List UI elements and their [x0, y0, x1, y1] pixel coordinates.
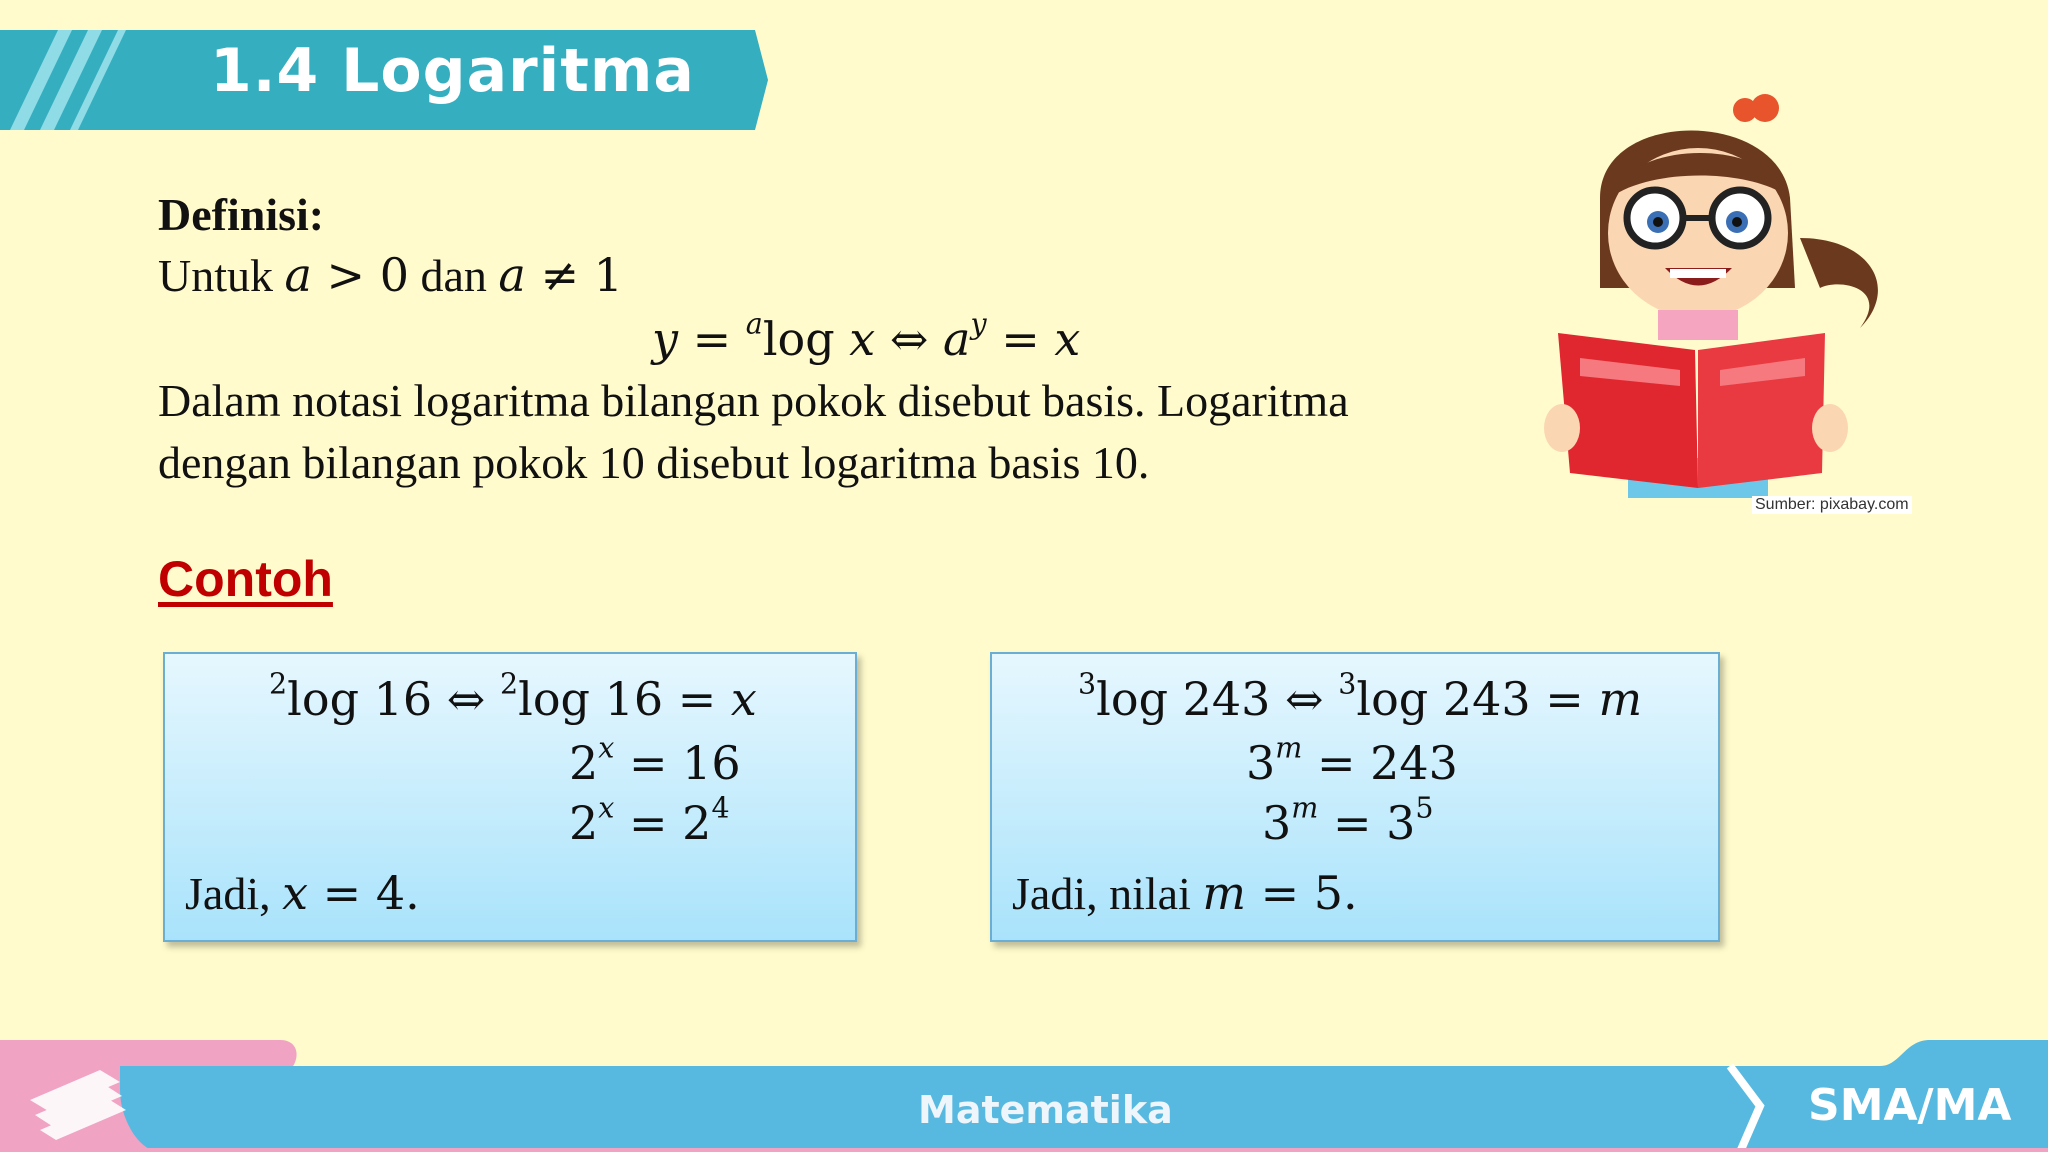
- example-2-conclusion: Jadi, nilai m = 5.: [1012, 866, 1358, 920]
- girl-reading-illustration: [1540, 88, 1920, 528]
- example-box-2: [990, 652, 1720, 942]
- definition-condition: Untuk a > 0 dan a ≠ 1: [158, 248, 623, 302]
- footer-subject: Matematika: [918, 1088, 1173, 1132]
- example-2-line-1: $^3$log 243 ⇔ $^3$log 243 = m: [1078, 667, 1643, 726]
- example-1-conclusion: Jadi, x = 4.: [185, 866, 420, 920]
- definition-formula: y = $^a$log x ⇔ $a^y = x$: [652, 307, 1081, 366]
- definition-note-line-1: Dalam notasi logaritma bilangan pokok disebut basis. Logaritma: [158, 375, 1349, 426]
- definition-note-line-2: dengan bilangan pokok 10 disebut logaritma basis 10.: [158, 437, 1150, 488]
- example-2-line-2: $3^m = 243$: [1246, 731, 1458, 790]
- page-title: 1.4 Logaritma: [210, 36, 695, 106]
- examples-label: Contoh: [158, 551, 333, 607]
- example-box-1: [163, 652, 857, 942]
- example-1-line-3: $2^x = 2^4$: [569, 791, 730, 850]
- example-1-line-2: $2^x = 16$: [569, 731, 741, 790]
- example-1-line-1: $^2$log 16 ⇔ $^2$log 16 = x: [269, 667, 757, 726]
- footer-level: SMA/MA: [1808, 1080, 2012, 1131]
- example-2-line-3: $3^m = 3^5$: [1262, 791, 1434, 850]
- image-source-credit: Sumber: pixabay.com: [1752, 496, 1912, 514]
- definition-label: Definisi:: [158, 189, 325, 240]
